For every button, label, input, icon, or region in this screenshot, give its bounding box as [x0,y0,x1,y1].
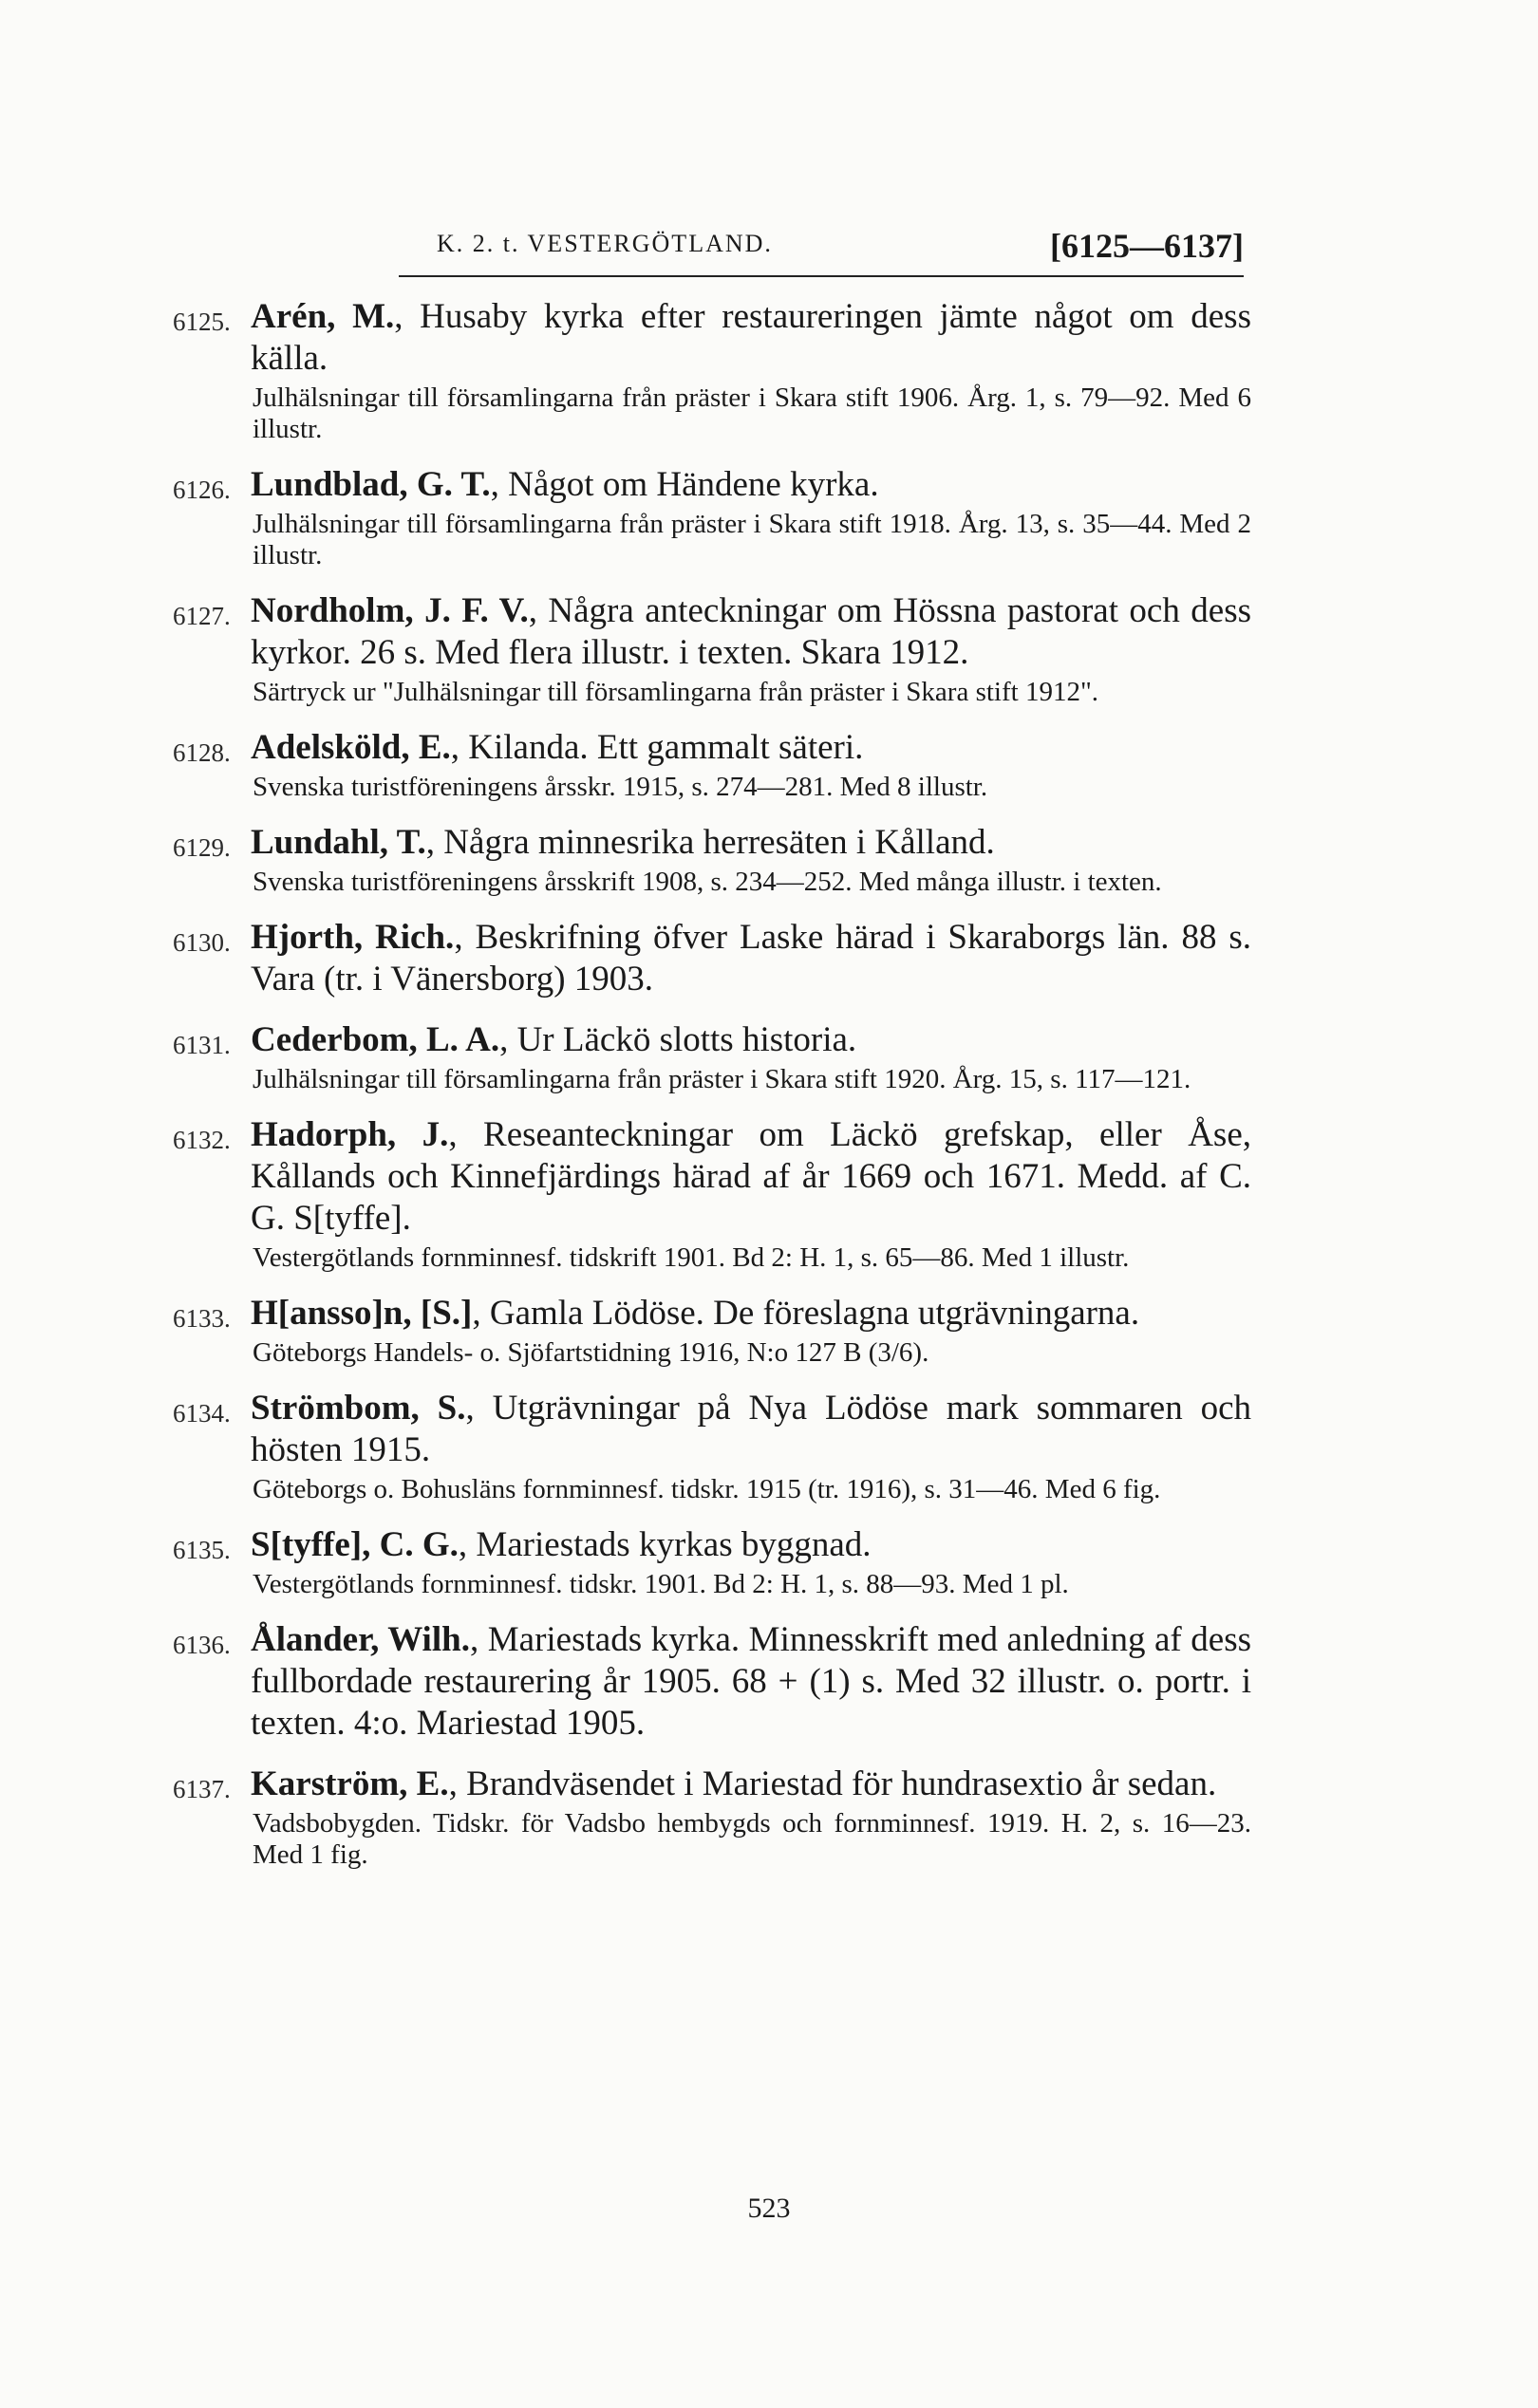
entry-number: 6134. [173,1399,231,1428]
entry-source: Vestergötlands fornminnesf. tidskrift 1901. Bd 2: H. 1, s. 65—86. Med 1 illustr. [253,1242,1130,1273]
entry-title: , Husaby kyrka efter restaureringen jämte något om dess källa. [251,297,1251,378]
entry-author: Hadorph, J. [251,1115,449,1154]
entry-author: Cederbom, L. A. [251,1020,500,1059]
entry-author: Ålander, Wilh. [251,1620,470,1659]
entry-title: , Mariestads kyrkas byggnad. [458,1525,872,1564]
entry-title: , Några minnesrika herresäten i Kålland. [425,823,995,862]
entry-6128 [173,727,1251,803]
entry-author: Hjorth, Rich. [251,918,455,957]
entry-number: 6133. [173,1304,231,1333]
entry-number: 6126. [173,476,231,504]
entry-title: , Utgrävningar på Nya Lödöse mark sommaren och hösten 1915. [251,1389,1251,1469]
entry-author: Adelsköld, E. [251,728,451,767]
entry-source: Svenska turistföreningens årsskrift 1908, s. 234—252. Med många illustr. i texten. [253,867,1162,897]
entry-title: , Gamla Lödöse. De föreslagna utgrävningarna. [472,1294,1140,1333]
header-rule [399,275,1244,277]
entry-number: 6136. [173,1631,231,1659]
entry-6133 [173,1293,1251,1369]
entry-6136 [173,1619,1251,1745]
entry-author: Lundblad, G. T. [251,465,491,504]
entry-6125 [173,296,1251,445]
entry-title: , Ur Läckö slotts historia. [499,1020,857,1059]
entry-title: , Kilanda. Ett gammalt säteri. [450,728,864,767]
entry-title: , Beskrifning öfver Laske härad i Skaraborgs län. 88 s. Vara (tr. i Vänersborg) 1903. [251,918,1251,999]
entry-number: 6130. [173,928,231,957]
entry-author: Karström, E. [251,1764,449,1803]
entry-author: Arén, M. [251,297,395,336]
entry-author: H[ansso]n, [S.] [251,1294,473,1333]
entry-source: Vadsbobygden. Tidskr. för Vadsbo hembygds och fornminnesf. 1919. H. 2, s. 16—23. Med 1 fig. [253,1808,1251,1870]
entry-author: Lundahl, T. [251,823,426,862]
entry-6129 [173,822,1251,898]
entry-6135 [173,1524,1251,1600]
entry-number: 6125. [173,308,231,336]
entry-6131 [173,1019,1251,1095]
entry-6137 [173,1764,1251,1871]
entry-6134 [173,1388,1251,1505]
entry-6132 [173,1114,1251,1274]
entry-title: , Något om Händene kyrka. [490,465,879,504]
entry-author: Nordholm, J. F. V. [251,591,529,630]
running-header [399,226,1244,270]
entry-source: Särtryck ur "Julhälsningar till församlingarna från präster i Skara stift 1912". [253,677,1099,707]
entry-6126 [173,464,1251,571]
entry-title: , Mariestads kyrka. Minnesskrift med anledning af dess fullbordade restaurering år 1905. 68 + (1) s. Med 32 illustr. o. portr. i texten. 4:o. Mariestad 1905. [251,1620,1251,1743]
entry-number: 6132. [173,1126,231,1154]
entry-source: Julhälsningar till församlingarna från präster i Skara stift 1920. Årg. 15, s. 117—121. [253,1064,1191,1094]
entry-number: 6131. [173,1031,231,1059]
entry-source: Vestergötlands fornminnesf. tidskr. 1901. Bd 2: H. 1, s. 88—93. Med 1 pl. [253,1569,1069,1599]
bibliography-list [173,296,1251,1871]
entry-number: 6129. [173,833,231,862]
entry-author: S[tyffe], C. G. [251,1525,459,1564]
entry-number: 6135. [173,1536,231,1564]
entry-range: [6125—6137] [1050,227,1244,265]
entry-6127 [173,590,1251,708]
entry-6130 [173,917,1251,1000]
entry-source: Göteborgs o. Bohusläns fornminnesf. tidskr. 1915 (tr. 1916), s. 31—46. Med 6 fig. [253,1474,1161,1504]
entry-title: , Några anteckningar om Hössna pastorat och dess kyrkor. 26 s. Med flera illustr. i texten. Skara 1912. [251,591,1251,672]
entry-title: , Brandväsendet i Mariestad för hundrasextio år sedan. [448,1764,1217,1803]
entry-number: 6137. [173,1775,231,1803]
entry-author: Strömbom, S. [251,1389,466,1428]
entry-source: Julhälsningar till församlingarna från präster i Skara stift 1918. Årg. 13, s. 35—44. Med 2 illustr. [253,509,1251,570]
entry-source: Svenska turistföreningens årsskr. 1915, s. 274—281. Med 8 illustr. [253,772,988,802]
section-title: K. 2. t. VESTERGÖTLAND. [437,230,773,257]
entry-title: , Reseanteckningar om Läckö grefskap, eller Åse, Kållands och Kinnefjärdings härad af år 1669 och 1671. Medd. af C. G. S[tyffe]. [251,1115,1251,1238]
entry-source: Göteborgs Handels- o. Sjöfartstidning 1916, N:o 127 B (3/6). [253,1337,929,1368]
entry-number: 6127. [173,602,231,630]
page-number: 523 [747,2193,791,2224]
entry-source: Julhälsningar till församlingarna från präster i Skara stift 1906. Årg. 1, s. 79—92. Med 6 illustr. [253,383,1251,444]
entry-number: 6128. [173,738,231,767]
